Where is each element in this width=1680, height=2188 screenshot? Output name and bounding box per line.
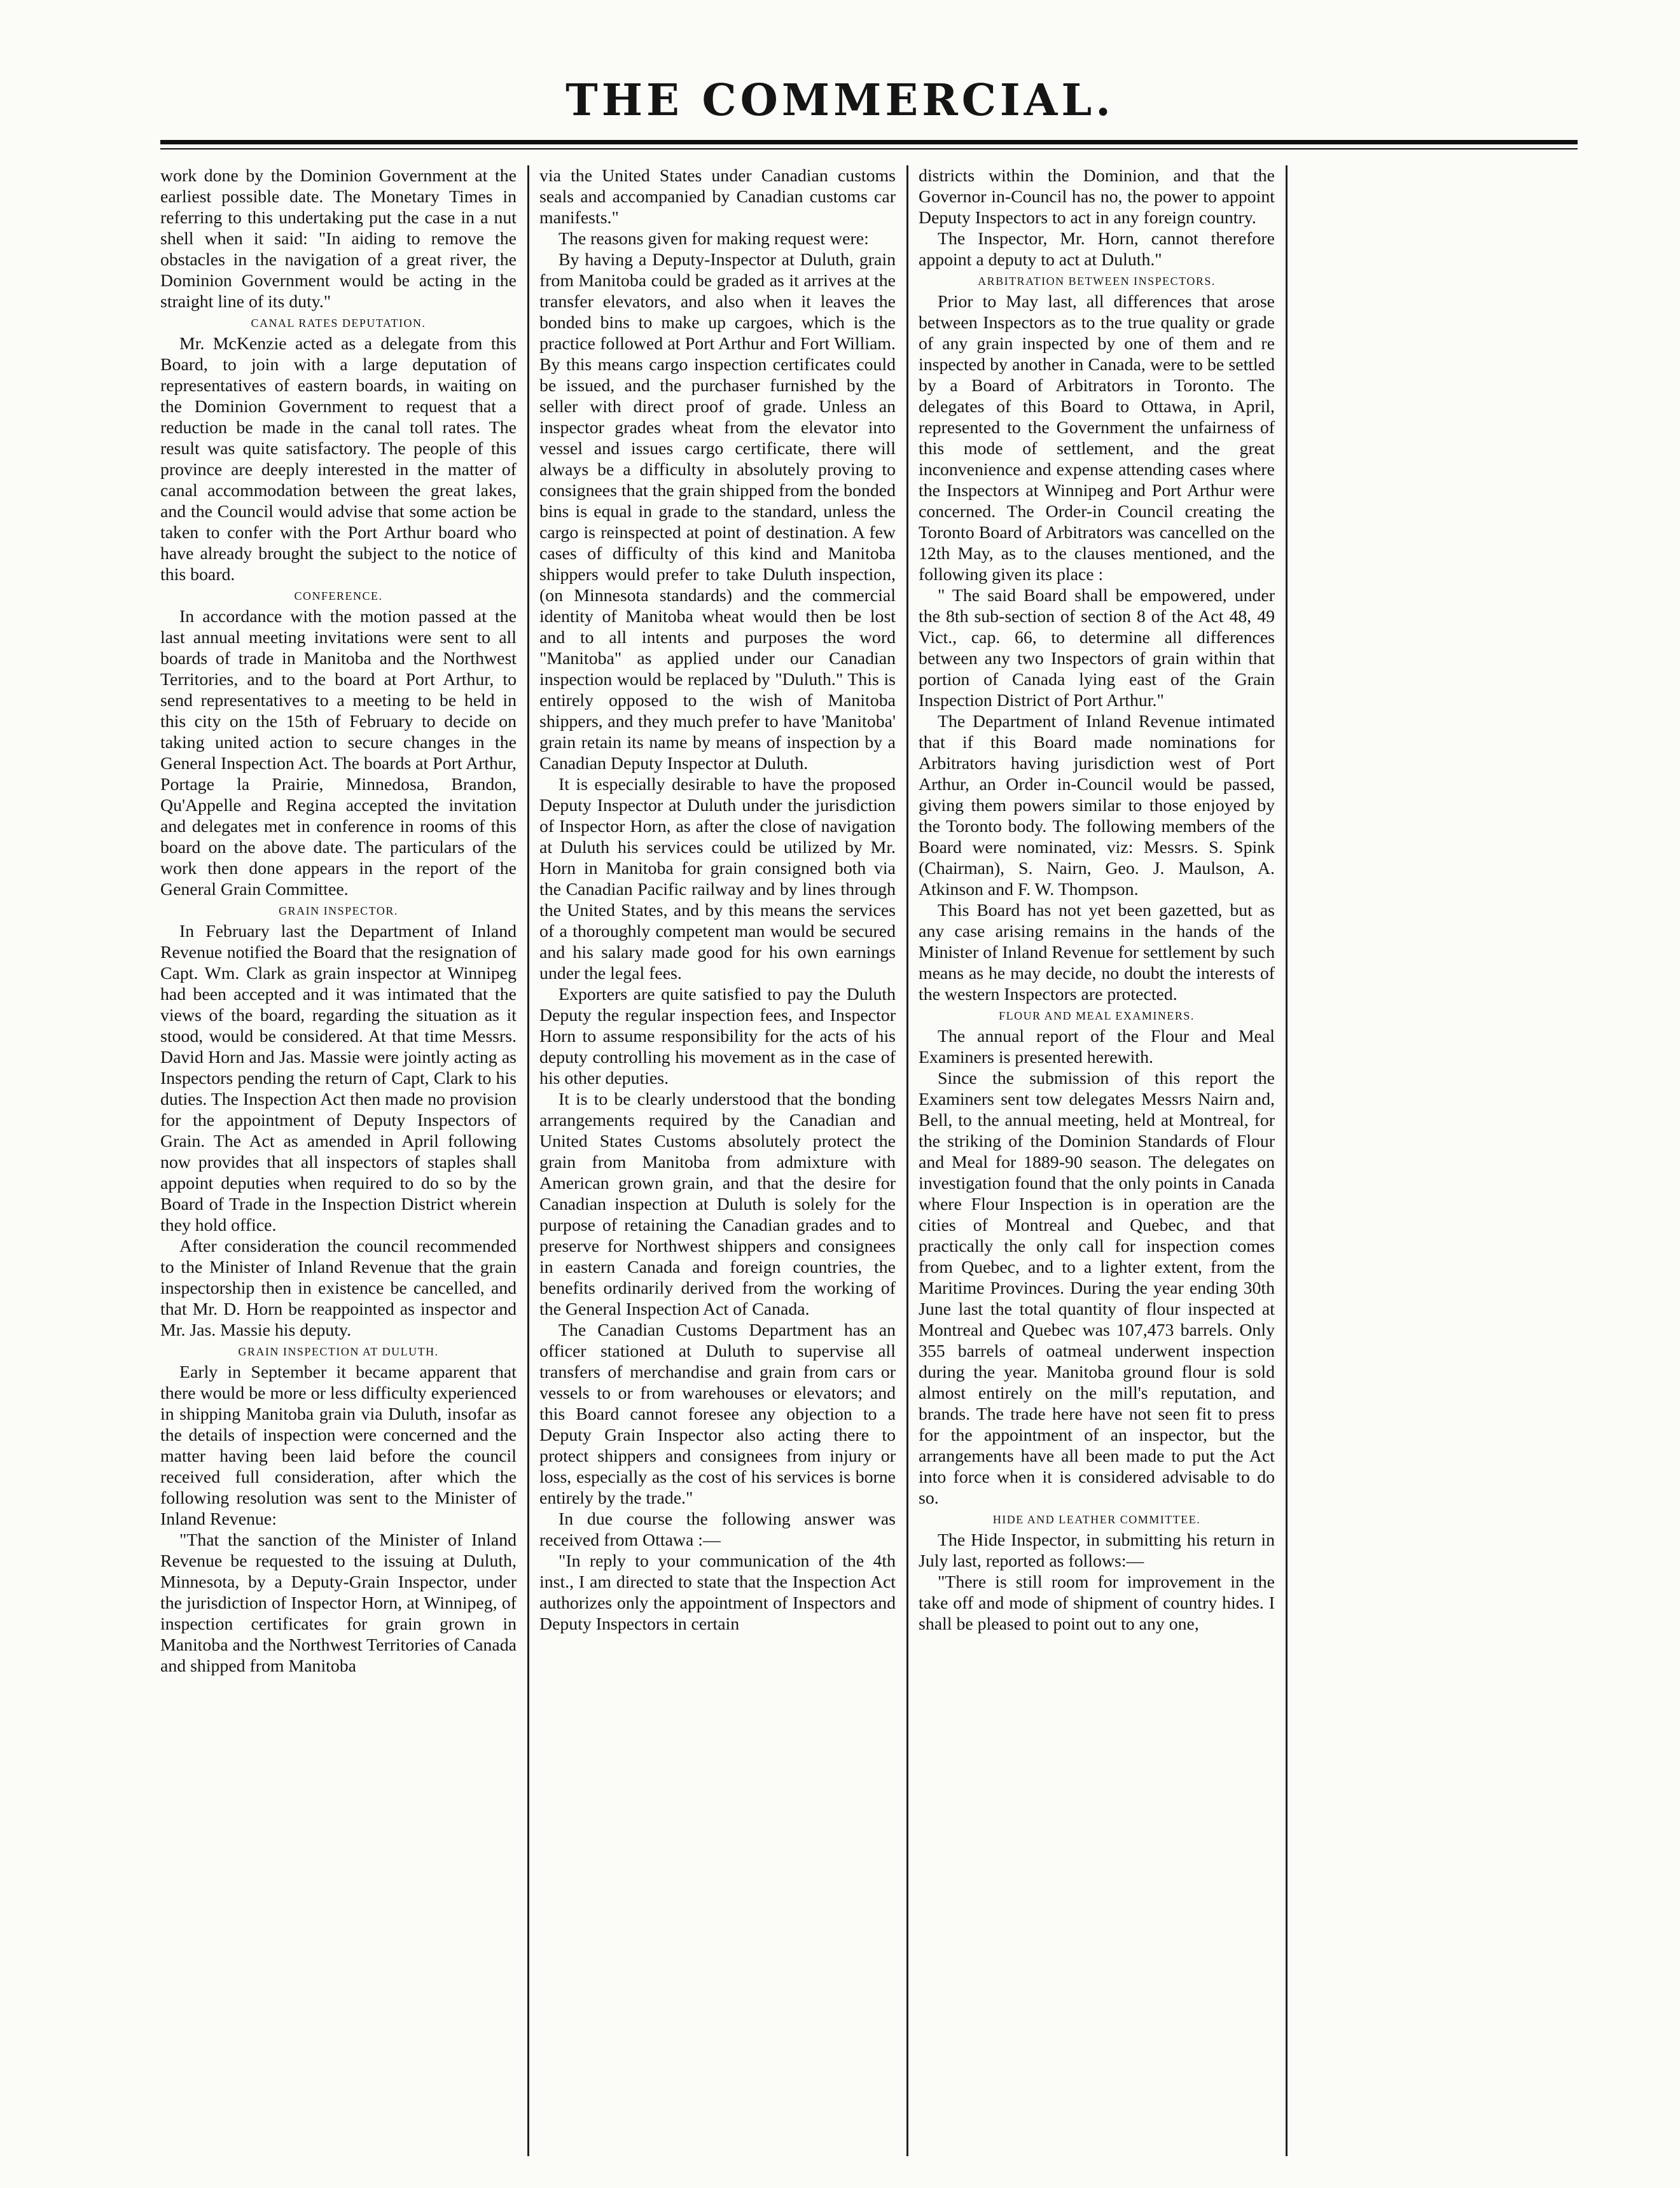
paragraph: " The said Board shall be empowered, under the 8th sub-section of section 8 of the Act 48, 49 Vict., cap. 66, to determine all differences between any two Inspectors of grain within that portion of Canada lying east of the Grain Inspection District of Port Arthur." (919, 586, 1275, 710)
column-divider (1286, 165, 1288, 2156)
paragraph: The reasons given for making request were: (559, 229, 869, 249)
paragraph: In February last the Department of Inland Revenue notified the Board that the resignation of Capt. Wm. Clark as grain inspector at Winnipeg had been accepted and it was intimated that the views of the board, regarding the situation as it stood, would be considered. At that time Messrs. David Horn and Jas. Massie were jointly acting as Inspectors pending the return of Capt, Clark to his duties. The Inspection Act then made no provision for the appointment of Deputy Inspectors of Grain. The Act as amended in April following now provides that all inspectors of staples shall appoint deputies when required to do so by the Board of Trade in the Inspection District wherein they hold office. (160, 922, 517, 1235)
paragraph: Prior to May last, all differences that arose between Inspectors as to the true quality or grade of any grain inspected by one of them and re inspected by another in Canada, were to be settled by a Board of Arbitrators in Toronto. The delegates of this Board to Ottawa, in April, represented to the Government the unfairness of this mode of settlement, and the great inconvenience and expense attending cases where the Inspectors at Winnipeg and Port Arthur were concerned. The Order-in Council creating the Toronto Board of Arbitrators was cancelled on the 12th May, as to the clauses mentioned, and the following given its place : (919, 292, 1275, 585)
section-heading: GRAIN INSPECTOR. (279, 904, 398, 917)
section-heading: HIDE AND LEATHER COMMITTEE. (992, 1513, 1201, 1526)
paragraph: Early in September it became apparent that there would be more or less difficulty experienced in shipping Manitoba grain via Duluth, insofar as the details of inspection were concerned and the matter having been laid before the council received full consideration, after which the following resolution was sent to the Minister of Inland Revenue: (160, 1362, 517, 1529)
column-divider (527, 165, 529, 2156)
section-heading: GRAIN INSPECTION AT DULUTH. (238, 1345, 439, 1358)
paragraph: work done by the Dominion Government at the earliest possible date. The Monetary Times in referring to this undertaking put the case in a nut shell when it said: "In aiding to remove the obstacles in the navigation of a great river, the Dominion Government would be acting in the straight line of its duty." (160, 166, 517, 312)
paragraph: districts within the Dominion, and that the Governor in-Council has no, the power to appoint Deputy Inspectors to act in any foreign country. (919, 166, 1275, 228)
paragraph: "That the sanction of the Minister of Inland Revenue be requested to the issuing at Duluth, Minnesota, by a Deputy-Grain Inspector, under the jurisdiction of Inspector Horn, at Winnipeg, of inspection certificates for grain grown in Manitoba and the Northwest Territories of Canada and shipped from Manitoba (160, 1530, 517, 1676)
masthead-rule-thick (160, 140, 1578, 144)
masthead-rule-thin (160, 148, 1578, 149)
paragraph: The annual report of the Flour and Meal Examiners is presented herewith. (919, 1027, 1275, 1067)
section-heading: CONFERENCE. (294, 590, 383, 602)
column-3 (919, 165, 1275, 1635)
paragraph: Exporters are quite satisfied to pay the Duluth Deputy the regular inspection fees, and Inspector Horn to assume responsibility for the acts of his deputy controlling his movement as in the case of his other deputies. (539, 985, 896, 1088)
paragraph: Since the submission of this report the Examiners sent tow delegates Messrs Nairn and, Bell, to the annual meeting, held at Montreal, for the striking of the Dominion Standards of Flour and Meal for 1889-90 season. The delegates on investigation found that the only points in Canada where Flour Inspection is in operation are the cities of Montreal and Quebec, and that practically the only call for inspection comes from Quebec, and to a lighter extent, from the Maritime Provinces. During the year ending 30th June last the total quantity of flour inspected at Montreal and Quebec was 107,473 barrels. Only 355 barrels of oatmeal underwent inspection during the year. Manitoba ground flour is sold almost entirely on the mill's reputation, and brands. The trade here have not seen fit to press for the appointment of an inspector, but the arrangements have all been made to put the Act into force when it is considered advisable to do so. (919, 1069, 1275, 1508)
column-divider (906, 165, 908, 2156)
column-1 (160, 165, 517, 1677)
paragraph: "In reply to your communication of the 4th inst., I am directed to state that the Inspection Act authorizes only the appointment of Inspectors and Deputy Inspectors in certain (539, 1551, 896, 1634)
paragraph: "There is still room for improvement in the take off and mode of shipment of country hides. I shall be pleased to point out to any one, (919, 1572, 1275, 1634)
section-heading: FLOUR AND MEAL EXAMINERS. (999, 1009, 1195, 1022)
paragraph: The Inspector, Mr. Horn, cannot therefore appoint a deputy to act at Duluth." (919, 229, 1275, 270)
paragraph: via the United States under Canadian customs seals and accompanied by Canadian customs car manifests." (539, 166, 896, 228)
paragraph: It is especially desirable to have the proposed Deputy Inspector at Duluth under the jurisdiction of Inspector Horn, as after the close of navigation at Duluth his services could be utilized by Mr. Horn in Manitoba for grain consigned both via the Canadian Pacific railway and by lines through the United States, and by this means the services of a thoroughly competent man would be secured and his salary made good for his own earnings under the legal fees. (539, 775, 896, 983)
section-heading: CANAL RATES DEPUTATION. (251, 317, 426, 329)
paragraph: By having a Deputy-Inspector at Duluth, grain from Manitoba could be graded as it arrives at the transfer elevators, and also when it leaves the bonded bins to make up cargoes, which is the practice followed at Port Arthur and Fort William. By this means cargo inspection certificates could be issued, and the purchaser furnished by the seller with direct proof of grade. Unless an inspector grades wheat from the elevator into vessel and issues cargo certificate, there will always be a difficulty in absolutely proving to consignees that the grain shipped from the bonded bins is equal in grade to the standard, unless the cargo is reinspected at point of destination. A few cases of difficulty of this kind and Manitoba shippers would prefer to take Duluth inspection, (on Minnesota standards) and the commercial identity of Manitoba wheat would then be lost and to all intents and purposes the word "Manitoba" as applied under our Canadian inspection would be replaced by "Duluth." This is entirely opposed to the wish of Manitoba shippers, and they much prefer to have 'Manitoba' grain retain its name by means of inspection by a Canadian Deputy Inspector at Duluth. (539, 250, 896, 773)
paragraph: The Canadian Customs Department has an officer stationed at Duluth to supervise all transfers of merchandise and grain from cars or vessels to or from warehouses or elevators; and this Board cannot foresee any objection to a Deputy Grain Inspector also acting there to protect shippers and consignees from injury or loss, especially as the cost of his services is borne entirely by the trade." (539, 1320, 896, 1508)
column-2 (539, 165, 896, 1635)
paragraph: This Board has not yet been gazetted, but as any case arising remains in the hands of the Minister of Inland Revenue for settlement by such means as he may decide, no doubt the interests of the western Inspectors are protected. (919, 901, 1275, 1004)
paragraph: After consideration the council recommended to the Minister of Inland Revenue that the grain inspectorship then in existence be cancelled, and that Mr. D. Horn be reappointed as inspector and Mr. Jas. Massie his deputy. (160, 1236, 517, 1340)
paragraph: In due course the following answer was received from Ottawa :— (539, 1509, 896, 1550)
masthead-title: THE COMMERCIAL. (566, 75, 1114, 126)
paragraph: The Hide Inspector, in submitting his return in July last, reported as follows:— (919, 1530, 1275, 1571)
paragraph: Mr. McKenzie acted as a delegate from this Board, to join with a large deputation of representatives of eastern boards, in waiting on the Dominion Government to request that a reduction be made in the canal toll rates. The result was quite satisfactory. The people of this province are deeply interested in the matter of canal accommodation between the great lakes, and the Council would advise that some action be taken to confer with the Port Arthur board who have already brought the subject to the notice of this board. (160, 334, 517, 585)
paragraph: It is to be clearly understood that the bonding arrangements required by the Canadian and United States Customs absolutely protect the grain from Manitoba from admixture with American grown grain, and that the desire for Canadian inspection at Duluth is solely for the purpose of retaining the Canadian grades and to preserve for Northwest shippers and consignees in eastern Canada and foreign countries, the benefits ordinarily derived from the working of the General Inspection Act of Canada. (539, 1090, 896, 1319)
paragraph: The Department of Inland Revenue intimated that if this Board made nominations for Arbitrators having jurisdiction west of Port Arthur, an Order in-Council would be passed, giving them powers similar to those enjoyed by the Toronto body. The following members of the Board were nominated, viz: Messrs. S. Spink (Chairman), S. Nairn, Geo. J. Maulson, A. Atkinson and F. W. Thompson. (919, 712, 1275, 899)
paragraph: In accordance with the motion passed at the last annual meeting invitations were sent to all boards of trade in Manitoba and the Northwest Territories, and to the board at Port Arthur, to send representatives to a meeting to be held in this city on the 15th of February to decide on taking united action to secure changes in the General Inspection Act. The boards at Port Arthur, Portage la Prairie, Minnedosa, Brandon, Qu'Appelle and Regina accepted the invitation and delegates met in conference in rooms of this board on the above date. The particulars of the work then done appears in the report of the General Grain Committee. (160, 607, 517, 899)
section-heading: ARBITRATION BETWEEN INSPECTORS. (978, 275, 1216, 287)
